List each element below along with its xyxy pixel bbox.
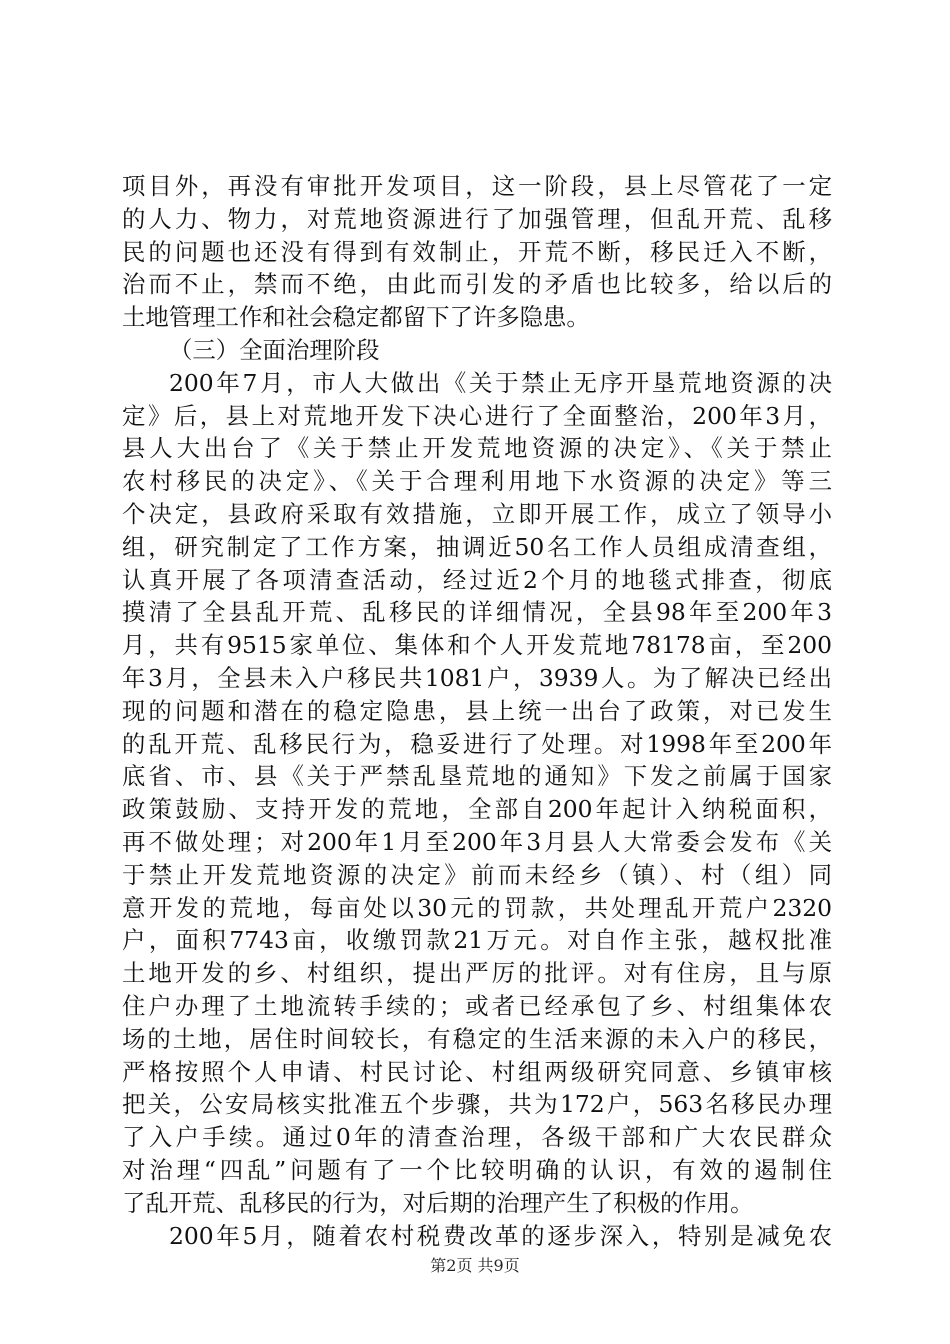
- body-line: 个决定，县政府采取有效措施，立即开展工作，成立了领导小: [122, 499, 832, 528]
- body-line: 县人大出台了《关于禁止开发荒地资源的决定》、《关于禁止: [122, 434, 832, 463]
- body-line: 组，研究制定了工作方案，抽调近50名工作人员组成清查组，: [122, 532, 832, 561]
- body-line: 意开发的荒地，每亩处以30元的罚款，共处理乱开荒户2320: [122, 893, 832, 922]
- body-line: 户，面积7743亩，收缴罚款21万元。对自作主张，越权批准: [122, 926, 832, 955]
- body-line: 200年7月，市人大做出《关于禁止无序开垦荒地资源的决: [169, 368, 832, 397]
- body-line: 的人力、物力，对荒地资源进行了加强管理，但乱开荒、乱移: [122, 204, 832, 233]
- body-line: 项目外，再没有审批开发项目，这一阶段，县上尽管花了一定: [122, 172, 832, 200]
- body-line: 严格按照个人申请、村民讨论、村组两级研究同意、乡镇审核: [122, 1057, 832, 1086]
- document-body: [122, 170, 832, 1252]
- body-line: 现的问题和潜在的稳定隐患，县上统一出台了政策，对已发生: [122, 696, 832, 725]
- body-line: 认真开展了各项清查活动，经过近2个月的地毯式排查，彻底: [122, 565, 832, 594]
- body-line: 200年5月，随着农村税费改革的逐步深入，特别是减免农: [169, 1221, 832, 1250]
- body-line: 对治理“四乱”问题有了一个比较明确的认识，有效的遏制住: [122, 1155, 832, 1184]
- body-line: 月，共有9515家单位、集体和个人开发荒地78178亩，至200: [122, 631, 832, 660]
- body-line: 土地管理工作和社会稳定都留下了许多隐患。: [122, 303, 590, 332]
- body-line: 农村移民的决定》、《关于合理利用地下水资源的决定》等三: [122, 467, 832, 496]
- section-heading: （三）全面治理阶段: [169, 335, 380, 364]
- body-line: 了乱开荒、乱移民的行为，对后期的治理产生了积极的作用。: [122, 1188, 754, 1217]
- body-line: 年3月，全县未入户移民共1081户，3939人。为了解决已经出: [122, 663, 832, 692]
- body-line: 民的问题也还没有得到有效制止，开荒不断，移民迁入不断，: [122, 237, 832, 266]
- body-line: 场的土地，居住时间较长，有稳定的生活来源的未入户的移民，: [122, 1024, 832, 1053]
- body-line: 的乱开荒、乱移民行为，稳妥进行了处理。对1998年至200年: [122, 729, 832, 758]
- page-footer: 第2页 共9页: [430, 1256, 520, 1275]
- body-line: 摸清了全县乱开荒、乱移民的详细情况，全县98年至200年3: [122, 598, 832, 627]
- body-line: 底省、市、县《关于严禁乱垦荒地的通知》下发之前属于国家: [122, 762, 832, 791]
- body-line: 治而不止，禁而不绝，由此而引发的矛盾也比较多，给以后的: [122, 270, 832, 299]
- body-line: 土地开发的乡、村组织，提出严厉的批评。对有住房，且与原: [122, 959, 832, 988]
- body-line: 于禁止开发荒地资源的决定》前而未经乡（镇）、村（组）同: [122, 860, 832, 889]
- body-line: 了入户手续。通过0年的清查治理，各级干部和广大农民群众: [122, 1123, 832, 1152]
- body-line: 把关，公安局核实批准五个步骤，共为172户，563名移民办理: [122, 1090, 832, 1119]
- body-line: 再不做处理；对200年1月至200年3月县人大常委会发布《关: [122, 827, 832, 856]
- body-line: 住户办理了土地流转手续的；或者已经承包了乡、村组集体农: [122, 991, 832, 1020]
- body-line: 定》后，县上对荒地开发下决心进行了全面整治，200年3月，: [122, 401, 832, 430]
- body-line: 政策鼓励、支持开发的荒地，全部自200年起计入纳税面积，: [122, 795, 832, 824]
